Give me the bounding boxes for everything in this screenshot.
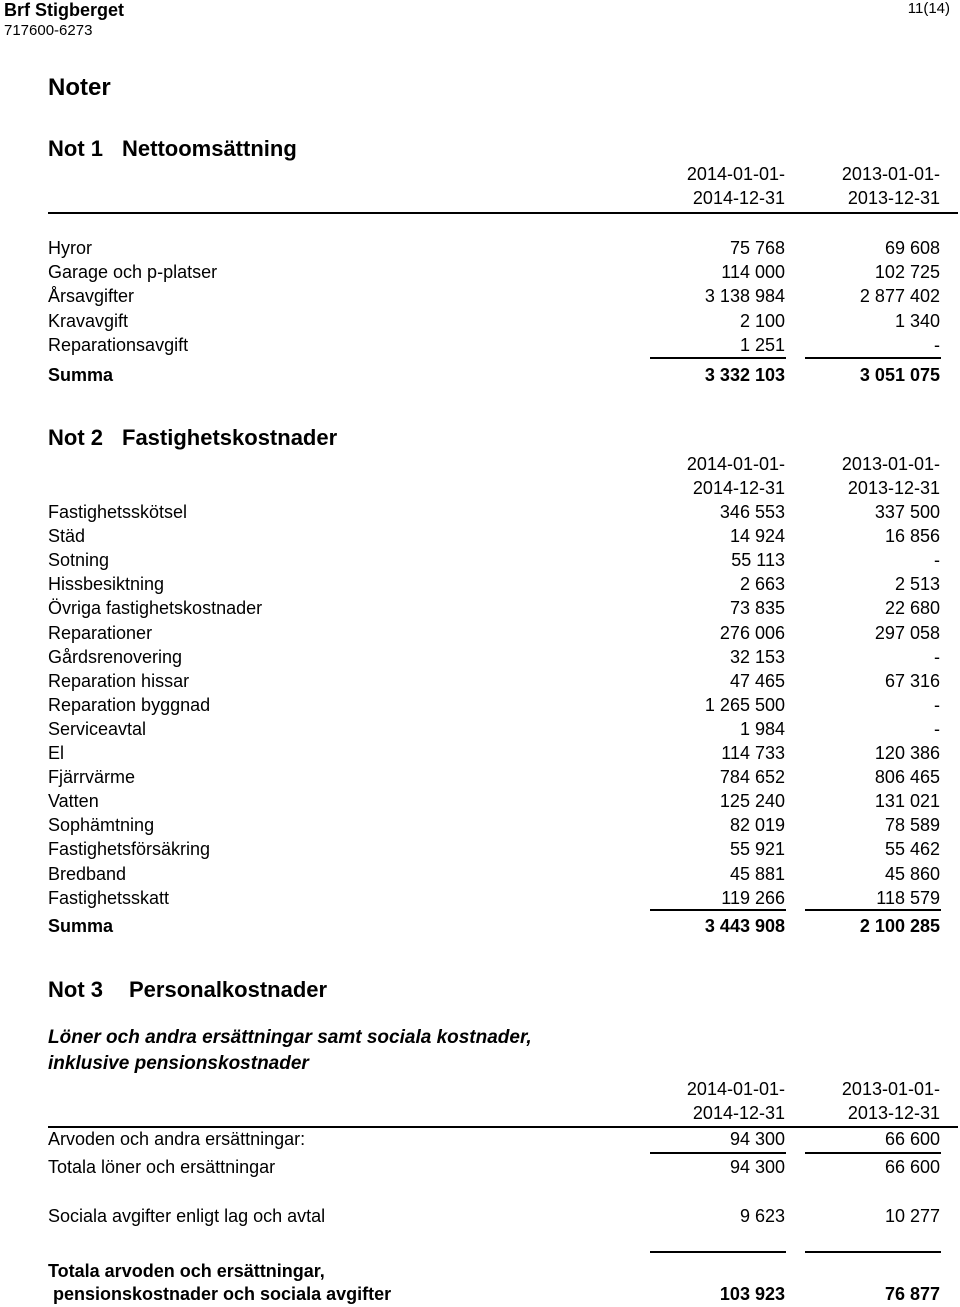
note2-row-v2: - [934,646,940,667]
note2-row-v1: 55 113 [731,550,785,571]
note3-period2-start: 2013-01-01- [841,1079,940,1099]
note2-row-v1: 45 881 [729,863,785,884]
note2-row-v1: 47 465 [729,670,785,691]
note2-row-v1: 2 663 [739,574,785,595]
note1-row-v1: 114 000 [721,262,785,283]
note2-row-label: Sophämtning [48,815,155,836]
note3-subtitle-line1: Löner och andra ersättningar samt sociala kostnader, [48,1027,532,1048]
note1-row-label: Hyror [48,238,92,258]
note2-row-label: Reparation hissar [48,670,190,691]
note3-number: Not 3 [48,977,103,1002]
note3-subtotal-rule-2 [805,1152,941,1154]
note2-row-v2: - [934,694,940,715]
note1-row-v1: 75 768 [729,238,785,258]
note2-row-v1: 73 835 [729,598,785,619]
note2-row-v1: 276 006 [719,622,785,643]
note2-row-label: Hissbesiktning [48,574,165,595]
note3-subtitle-line2: inklusive pensionskostnader [48,1053,309,1074]
note2-period1-start: 2014-01-01- [686,454,785,474]
note1-sum-rule-1 [650,357,786,359]
note2-period2-end: 2013-12-31 [847,478,940,498]
note3-period1-start: 2014-01-01- [686,1079,785,1099]
organization-number: 717600-6273 [4,22,93,39]
note3-total-rule-2 [805,1251,941,1253]
note2-row-v2: 2 513 [894,574,940,595]
note2-row-v1: 1 984 [739,718,785,739]
note1-number: Not 1 [48,136,103,161]
note2-total-v1: 3 443 908 [704,916,785,936]
note2-sum-rule-2 [805,909,941,911]
note3-period2-end: 2013-12-31 [847,1103,940,1123]
note1-row-v2: 1 340 [894,310,940,331]
note1-total-v1: 3 332 103 [704,365,785,385]
note2-row-v2: 120 386 [874,743,940,763]
note1-row-v1: 2 100 [739,310,785,331]
organization-name: Brf Stigberget [4,0,125,20]
note2-row-label: Städ [48,526,86,547]
note2-row-v2: - [934,718,940,739]
note2-row-label: Serviceavtal [48,718,147,739]
note3-total-v1: 103 923 [719,1284,785,1304]
note2-row-v1: 119 266 [721,887,785,908]
note2-row-label: Gårdsrenovering [48,646,183,667]
note1-row-label: Reparationsavgift [48,334,189,355]
note2-row-v1: 1 265 500 [704,694,785,715]
note2-period2-start: 2013-01-01- [841,454,940,474]
note2-total-v2: 2 100 285 [859,916,940,936]
note1-total-label: Summa [48,365,114,385]
note1-row-label: Årsavgifter [48,286,135,307]
note2-row-v2: 78 589 [884,815,940,836]
note1-row-v1: 3 138 984 [704,286,785,307]
note2-row-label: Vatten [48,791,99,812]
note2-row-label: Fastighetsskötsel [48,502,188,522]
note1-row-label: Kravavgift [48,310,129,331]
note2-row-v2: 22 680 [884,598,940,619]
note2-row-v1: 55 921 [729,839,785,860]
note3-row-label: Totala löner och ersättningar [48,1157,276,1177]
note2-row-label: Sotning [48,550,110,571]
note2-row-v2: - [934,550,940,571]
note3-total-v2: 76 877 [884,1284,940,1304]
note2-row-v1: 14 924 [729,526,785,547]
note1-period1-start: 2014-01-01- [686,164,785,184]
note2-row-v2: 118 579 [876,887,940,908]
note3-row-v2: 66 600 [884,1157,940,1177]
note1-row-label: Garage och p-platser [48,262,218,283]
note1-row-v1: 1 251 [739,334,785,355]
note2-row-v2: 131 021 [874,791,940,812]
note3-total-label-line2: pensionskostnader och sociala avgifter [48,1284,392,1304]
note2-row-v1: 346 553 [719,502,785,522]
note3-total-label-line1: Totala arvoden och ersättningar, [48,1261,325,1281]
note1-total-v2: 3 051 075 [859,365,940,385]
note2-row-v2: 806 465 [874,767,940,788]
note1-header-divider [48,212,958,214]
note2-row-v1: 82 019 [729,815,785,836]
note2-row-v2: 67 316 [884,670,940,691]
note3-row-v1: 94 300 [729,1129,785,1149]
note2-row-v2: 337 500 [874,502,940,522]
note2-row-label: Reparation byggnad [48,694,211,715]
note2-row-label: El [48,743,65,763]
note2-row-v1: 125 240 [719,791,785,812]
note2-row-v2: 55 462 [884,839,940,860]
note2-row-label: Fastighetsskatt [48,887,170,908]
note3-row-label: Arvoden och andra ersättningar: [48,1129,306,1149]
note2-row-v2: 297 058 [874,622,940,643]
note2-number: Not 2 [48,425,103,450]
note2-total-label: Summa [48,916,114,936]
page-number: 11(14) [907,0,950,17]
note1-row-v2: - [934,334,940,355]
note1-period1-end: 2014-12-31 [692,188,785,208]
note3-total-rule-1 [650,1251,786,1253]
note2-row-v1: 114 733 [721,743,785,763]
note2-row-label: Fastighetsförsäkring [48,839,211,860]
note2-row-v1: 32 153 [729,646,785,667]
note2-row-label: Bredband [48,863,127,884]
note2-row-label: Fjärrvärme [48,767,136,788]
note1-row-v2: 102 725 [874,262,940,283]
note2-row-label: Reparationer [48,622,153,643]
note3-subtotal-rule-1 [650,1152,786,1154]
note3-period1-end: 2014-12-31 [692,1103,785,1123]
note3-row-v1: 94 300 [729,1157,785,1177]
note2-row-v2: 16 856 [884,526,940,547]
note3-row-v2: 10 277 [884,1206,940,1226]
note1-period2-start: 2013-01-01- [841,164,940,184]
note3-row-v2: 66 600 [884,1129,940,1149]
note3-row-label: Sociala avgifter enligt lag och avtal [48,1206,326,1226]
note2-period1-end: 2014-12-31 [692,478,785,498]
note1-sum-rule-2 [805,357,941,359]
note2-row-label: Övriga fastighetskostnader [48,598,263,619]
note2-row-v1: 784 652 [719,767,785,788]
note2-row-v2: 45 860 [884,863,940,884]
note1-period2-end: 2013-12-31 [847,188,940,208]
page-title: Noter [48,74,111,101]
note3-row-v1: 9 623 [739,1206,785,1226]
note2-title: Fastighetskostnader [122,425,338,450]
note3-header-divider [48,1126,958,1128]
note1-title: Nettoomsättning [122,136,297,161]
note3-title: Personalkostnader [129,977,328,1002]
note1-row-v2: 69 608 [884,238,940,258]
note1-row-v2: 2 877 402 [859,286,940,307]
note2-sum-rule-1 [650,909,786,911]
